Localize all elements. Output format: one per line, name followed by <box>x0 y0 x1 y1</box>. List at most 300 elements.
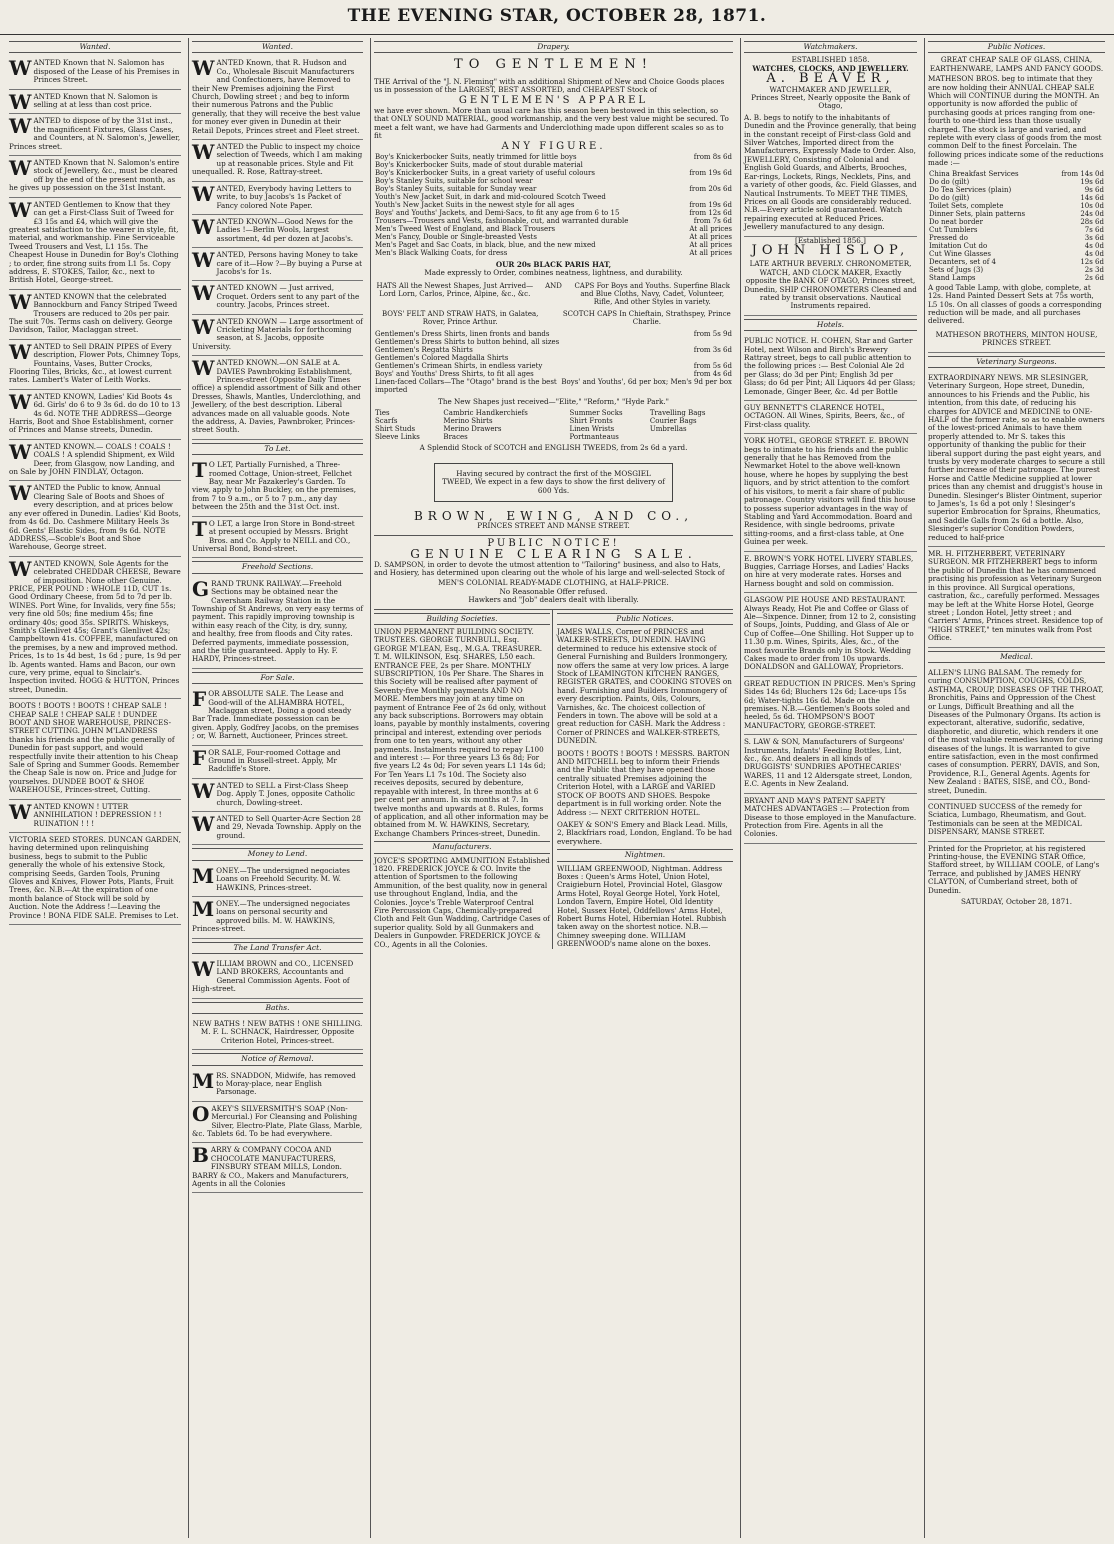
guy-ad: GUY BENNETT'S CLARENCE HOTEL, OCTAGON. All Wines, Spirits, Beers, &c., of First-class quality. <box>744 401 917 434</box>
ad-text: ANTED KNOWN ! UTTER ANNIHILATION ! DEPRESSION ! ! RUINATION ! ! ! <box>33 801 162 828</box>
ad <box>192 957 363 999</box>
ad-text: ANTED KNOWN that the celebrated Bannockburn and Fancy Striped Tweed Trousers are reduced to 20s per pair. The suit 70s. Terms cash on delivery. George Davidson, Tailor, Maclaggan street. <box>9 291 178 335</box>
price-cell: At all prices <box>689 225 732 234</box>
goods-cell: Linen Wrists <box>569 425 615 434</box>
price-cell: from 19s 6d <box>689 201 732 210</box>
table-row <box>374 249 733 257</box>
oakey-ad: OAKEY & SON'S Emery and Black Lead. Mills, 2, Blackfriars road, London, England. To be had everywhere. <box>557 819 732 846</box>
drop-cap: W <box>192 314 215 339</box>
price-cell: At all prices <box>689 233 732 242</box>
item-cell: Trousers—Trousers and Vests, fashionable, cut, and warranted durable <box>375 217 629 226</box>
item-cell: Do Tea Services (plain) <box>929 185 1012 194</box>
shapes-line: The New Shapes just received—"Elite," "Reform," "Hyde Park." <box>438 396 669 406</box>
column-2 <box>188 38 366 1538</box>
ads-list <box>192 864 363 939</box>
ad <box>9 481 181 556</box>
ad <box>192 577 363 669</box>
headline: TO GENTLEMEN! <box>454 57 653 73</box>
price-cell: 4s 0d <box>1084 249 1104 258</box>
column-4 <box>740 38 920 1538</box>
table-row <box>928 250 1105 258</box>
price-cell: from 14s 0d <box>1061 169 1104 178</box>
section-header: Manufacturers. <box>374 841 550 853</box>
ad-text: ANTED the Public to know, Annual Clearing Sale of Boots and Shoes of every description, and at prices below any ever offered in Dunedin. Ladies' Kid Boots, from 4s 6d. Do. Cashmere Military Heels 3s 6d. Gents' Elastic Sides, from 9s 6d. NOTE ADDRESS,—Scoble's Boot and Shoe Warehouse, George street. <box>9 483 181 552</box>
ad-text: ANTED KNOWN, Ladies' Kid Boots 4s 6d. Girls' do 6 to 9 3s 6d. do do 10 to 13 4s 6d. NOTE THE ADDRESS—George Harris, Boot and Shoe Establishment, corner of Princes and Manse streets, Dunedin. <box>9 391 181 435</box>
ad-text: ANTED Known that N. Salomon is selling at at less than cost price. <box>33 91 158 110</box>
ad-text: ANTED to SELL a First-Class Sheep Dog. Apply T. Jones, opposite Catholic church, Dowling-street. <box>216 780 355 807</box>
price-cell: 2s 6d <box>1084 273 1104 282</box>
public-notice: PUBLIC NOTICE! <box>487 537 620 549</box>
drop-cap: W <box>192 281 215 306</box>
drop-cap: W <box>9 799 32 824</box>
paris-hat-heading: OUR 20s BLACK PARIS HAT, <box>495 260 612 270</box>
price-cell: from 7s 6d <box>693 217 732 226</box>
item-cell: Decanters, set of 4 <box>929 257 996 266</box>
barton-ad: BOOTS ! BOOTS ! BOOTS ! MESSRS. BARTON AND MITCHELL beg to inform their Friends and the Public that they have opened those centrally situated Premises adjoining the Criterion Hotel, with a LARGE and VARIED STOCK OF BOOTS AND SHOES. Bespoke department is in full working order. Note the Address :— NEXT CRITERION HOTEL. <box>557 748 730 817</box>
beaver-sub: WATCHMAKER AND JEWELLER, <box>769 84 892 94</box>
section-header: Baths. <box>192 1002 363 1014</box>
item-cell: Youth's New Jacket Suits in the newest style for all ages <box>375 201 575 210</box>
table-row <box>374 185 733 193</box>
goods-cell: Ties <box>375 409 390 418</box>
table-row <box>928 194 1105 202</box>
item-cell: Men's Fancy, Double or Single-breasted Vests <box>375 233 537 242</box>
price-cell: from 3s 6d <box>693 345 732 354</box>
drop-cap: G <box>192 576 210 601</box>
table-row <box>374 153 733 161</box>
table-row <box>374 433 733 441</box>
item-cell: Dinner Sets, plain patterns <box>929 209 1026 218</box>
hislop-text: LATE ARTHUR BEVERLY. CHRONOMETER, WATCH, AND CLOCK MAKER, Exactly opposite the BANK OF OTAGO, Princes street, Dunedin, SHIP CHRONOMETERS Cleaned and rated by transit observations. Nautical Instruments repaired. <box>744 257 917 315</box>
ad <box>192 356 363 440</box>
drop-cap: O <box>192 1101 210 1126</box>
mosgiel-box: Having secured by contract the first of the MOSGIEL TWEED, We expect in a few days to show the first delivery of 600 Yds. <box>434 463 673 502</box>
item-cell: Stand Lamps <box>929 273 976 282</box>
item-cell: Cut Tumblers <box>929 225 978 234</box>
item-cell: Boy's Knickerbocker Suits, in a great variety of useful colours <box>375 169 595 178</box>
price-cell: 9s 6d <box>1084 185 1104 194</box>
ads-list <box>9 56 181 925</box>
ad <box>192 1102 363 1144</box>
table-row <box>374 425 733 433</box>
item-cell: Boy's Knickerbocker Suits, made of stout durable material <box>375 161 583 170</box>
item-cell: Boys' and Youths' Jackets, and Demi-Sacs, to fit any age from 6 to 15 <box>375 209 620 218</box>
item-cell: Boy's Stanley Suits, suitable for Sunday wear <box>375 185 537 194</box>
section-header: Nightmen. <box>557 849 733 861</box>
section-header: Freehold Sections. <box>192 561 363 573</box>
ad-text: O LET, Partially Furnished, a Three-roomed Cottage, Union-street, Fellchet Bay, near Mr Fazakerley's Garden. To view, apply to John Buckley, on the premises, from 7 to 9 a.m., or 5 to 7 p.m., any day between the 25th and the 31st Oct. inst. <box>192 460 356 512</box>
section-header: Hotels. <box>744 319 917 331</box>
price-cell: 7s 6d <box>1084 225 1104 234</box>
ad <box>192 746 363 779</box>
ad <box>192 864 363 897</box>
york-ad: YORK HOTEL, GEORGE STREET. E. BROWN begs to intimate to his friends and the public generally that he has Removed from the Newmarket Hotel to the above well-known house, where he hopes by supplying the best liquors, and by strict attention to the comfort of his visitors, to merit a fair share of public patronage. Country visitors will find this house to possess superior advantages in the way of Stabling and Yard Accommodation. Board and Residence, with single bedrooms, private sitting-rooms, and a first-class table, at One Guinea per week. <box>744 434 917 551</box>
item-cell: Boys' and Youths' Dress Shirts, to fit all ages <box>375 369 534 378</box>
price-cell: At all prices <box>689 241 732 250</box>
goods-cell: Shirt Studs <box>375 425 416 434</box>
beaver-address: Princes Street, Nearly opposite the Bank of Otago, <box>751 93 910 111</box>
ad <box>9 290 181 340</box>
drop-cap: W <box>9 389 32 414</box>
table-row <box>374 378 733 394</box>
table-row <box>928 242 1105 250</box>
goods-cell: Cambric Handkerchiefs <box>443 409 528 418</box>
hats-and: AND <box>545 281 562 290</box>
ad-text: ANTED KNOWN.—ON SALE at A. DAVIES Pawnbroking Establishment, Princes-street (Opposite Daily Times office) a splendid assortment of Silk and other Dresses, Shawls, Mantles, Underclothing, and Jewellery, of the best description. Liberal advances made on all valuable goods. Note the address, A. Davies, Pawnbroker, Princes-street South. <box>192 358 361 435</box>
table-row <box>374 217 733 225</box>
nightman-ad: WILLIAM GREENWOOD, Nightman. Address Boxes : Queen's Arms Hotel, Union Hotel, Craigieburn Hotel, Provincial Hotel, Glasgow Arms Hotel, Royal George Hotel, York Hotel, London Tavern, Empire Hotel, Old Identity Hotel, Sussex Hotel, Oddfellows' Arms Hotel, Robert Burns Hotel, Hibernian Hotel. Rubbish taken away on the shortest notice. N.B.—Chimney sweeping done. WILLIAM GREENWOOD's name alone on the boxes. <box>557 863 727 949</box>
drop-cap: W <box>9 556 32 581</box>
table-row <box>928 266 1105 274</box>
drop-cap: F <box>192 745 207 770</box>
item-cell: Imitation Cut do <box>929 241 988 250</box>
item-cell: Do do (gilt) <box>929 177 970 186</box>
ad-text: ANTED KNOWN, Sole Agents for the celebrated CHEDDAR CHEESE, Beware of imposition. None other Genuine. PRICE, PER POUND : WHOLE 11D, CUT 1s. Good Ordinary Cheese, from 5d to 7d per lb. WINES. Port Wine, for Invalids, very fine 55s; very fine old 50s; fine medium 45s; fine ordinary 40s; good 35s. SPIRITS. Whiskeys, Smith's Glenlivet 45s; Grant's Glenlivet 42s; Campbeltown 41s. COFFEE, manufactured on the premises, by a new and improved method. Prices, 1s to 1s 4d best, 1s 6d ; pure, 1s 9d per lb. Agents wanted. Hams and Bacon, our own cure, very prime, equal to Sinclair's. Inspection invited. HOGG & HUTTON, Princes street, Dunedin. <box>9 558 181 694</box>
ad <box>192 517 363 559</box>
ad <box>9 114 181 156</box>
table-row <box>928 178 1105 186</box>
felt-right: SCOTCH CAPS In Chieftain, Strathspey, Prince Charlie. <box>562 309 731 326</box>
section-header: To Let. <box>192 443 363 455</box>
drop-cap: W <box>192 956 215 981</box>
ad-text: ANTED KNOWN.— COALS ! COALS ! COALS ! A splendid Shipment, ex Wild Deer, from Glasgow, now Landing, and on Sale by JOHN FINDLAY, Octagon. <box>9 441 175 477</box>
price-cell: 10s 0d <box>1080 201 1104 210</box>
hats-right: CAPS For Boys and Youths. Superfine Black and Blue Cloths, Navy, Cadet, Volunteer, Rifle, And other Styles in variety. <box>574 281 730 306</box>
ad-text: O LET, a large Iron Store in Bond-street at present occupied by Messrs. Bright Bros. and Co. Apply to NEILL and CO., Universal Bond, Bond-street. <box>192 518 355 553</box>
imprint-date: SATURDAY, October 28, 1871. <box>960 897 1073 907</box>
ad-text: BOOTS ! BOOTS ! BOOTS ! CHEAP SALE ! CHEAP SALE ! CHEAP SALE ! DUNDEE BOOT AND SHOE WAREHOUSE, PRINCES-STREET CUTTING. JOHN M'LANDRESS thanks his friends and the public generally of Dunedin for past support, and would respectfully invite their attention to his Cheap Sale of Spring and Summer Goods. Remember the Cheap Sale is now on. Price and Judge for yourselves. DUNDEE BOOT & SHOE WAREHOUSE, Princes-street, Cutting. <box>9 701 180 795</box>
drop-cap: T <box>192 516 207 541</box>
item-cell: Sets of Jugs (3) <box>929 265 984 274</box>
any-figure-heading: ANY FIGURE. <box>501 140 606 152</box>
item-cell: China Breakfast Services <box>929 169 1019 178</box>
table-row <box>374 362 733 370</box>
price-cell: 3s 6d <box>1084 233 1104 242</box>
price-cell: 14s 6d <box>1080 193 1104 202</box>
table-row <box>928 218 1105 226</box>
section-header: The Land Transfer Act. <box>192 942 363 954</box>
hislop-name: JOHN HISLOP, <box>751 242 910 258</box>
drop-cap: W <box>192 214 215 239</box>
ad-text: ANTED KNOWN — Large assortment of Cricketing Materials for forthcoming season, at S. Jacobs, opposite University. <box>192 316 363 351</box>
section-header: Drapery. <box>374 41 733 53</box>
table-row <box>374 225 733 233</box>
table-row <box>374 193 733 201</box>
joyce-ad: JOYCE'S SPORTING AMMUNITION Established 1820. FREDERICK JOYCE & CO. Invite the attention of Sportsmen to the following Ammunition, of the best quality, now in general use throughout England, India, and the Colonies. Joyce's Treble Waterproof Central Fire Percussion Caps, Chemically-prepared Cloth and Felt Gun Wadding, Cartridge Cases of superior quality. Sold by all Gunmakers and Dealers in Gunpowder. FREDERICK JOYCE & CO., Agents in all the Colonies. <box>374 855 550 949</box>
ad <box>192 1017 363 1050</box>
clearing-note: No Reasonable Offer refused. <box>499 586 608 596</box>
goods-cell <box>649 433 733 441</box>
ad-text: OR ABSOLUTE SALE. The Lease and Good-will of the ALHAMBRA HOTEL, Maclaggan street, Doing a good steady Bar Trade. Immediate possession can be given. Apply, Godfrey Jacobs, on the premises ; or, W. Barnett, Auctioneer, Princes street. <box>192 689 359 741</box>
ad-text: ANTED to Sell DRAIN PIPES of Every description, Flower Pots, Chimney Tops, Fountains, Vases, Butter Crocks, Flooring Tiles, Bricks, &c., at lowest current rates. Lambert's Water of Leith Works. <box>9 341 181 385</box>
ad-text: ANTED KNOWN — Just arrived, Croquet. Orders sent to any part of the country. Jacobs, Princes street. <box>216 283 360 310</box>
table-row <box>374 169 733 177</box>
price-cell: At all prices <box>689 249 732 258</box>
price-cell <box>680 177 733 185</box>
ad <box>9 198 181 290</box>
ad-text: VICTORIA SEED STORES. DUNCAN GARDEN, having determined upon relinquishing business, begs to submit to the Public generally the whole of his extensive Stock, comprising Seeds, Garden Tools, Pruning Gloves and Knives, Flower Pots, Plants, Fruit Trees, &c. N.B.—At the expiration of one month balance of Stock will be sold by Auction. Note the Address !—Leaving the Province ! BONA FIDE SALE. Premises to Let. <box>9 834 181 920</box>
item-cell: Youth's New Jacket Suit, in dark and mid-coloured Scotch Tweed <box>375 193 606 202</box>
item-cell: Linen-faced Collars—The "Otago" brand is the best imported <box>375 377 557 394</box>
continued-ad: CONTINUED SUCCESS of the remedy for Sciatica, Lumbago, Rheumatism, and Gout. Testimonials can be seen at the MEDICAL DISPENSARY, MANSE STREET. <box>928 800 1105 842</box>
felt-left: BOYS' FELT AND STRAW HATS, in Galatea, Rover, Prince Arthur. <box>381 309 539 326</box>
goods-cell: Merino Drawers <box>443 425 502 434</box>
ad-text: ANTED, Everybody having Letters to write, to buy Jacobs's 1s Packet of Fancy colored Note Paper. <box>216 183 352 210</box>
goods-cell: Courier Bags <box>649 417 697 426</box>
ad <box>192 1069 363 1102</box>
matheson-signature: MATHESON BROTHERS, MINTON HOUSE, PRINCES STREET. <box>928 328 1105 353</box>
ad-text: AKEY'S SILVERSMITH'S SOAP (Non-Mercurial.) For Cleansing and Polishing Silver, Electro-Plate, Plate Glass, Marble, &c. Tablets 6d. To be had everywhere. <box>192 1103 363 1139</box>
section-header: Wanted. <box>192 41 363 53</box>
table-row <box>928 258 1105 266</box>
firm-name: BROWN, EWING, AND CO., <box>413 508 694 523</box>
goods-cell: Umbrellas <box>649 425 687 434</box>
price-cell: from 20s 6d <box>689 185 732 194</box>
imprint: Printed for the Proprietor, at his registered Printing-house, the EVENING STAR Office, Stafford street, by WILLIAM COOLE, of Lang's Terrace, and published by JAMES HENRY CLAYTON, of Cumberland street, both of Dunedin. <box>928 843 1100 895</box>
price-table <box>928 170 1105 282</box>
ad-text: NEW BATHS ! NEW BATHS ! ONE SHILLING. M. F. L. SCHNACK, Hairdresser, Opposite Criterion Hotel, Princes-street. <box>192 1018 363 1045</box>
clearing-item: MEN'S COLONIAL READY-MADE CLOTHING, at HALF-PRICE. <box>438 578 669 588</box>
goods-cell: Shirt Fronts <box>569 417 613 426</box>
table-row <box>374 209 733 217</box>
masthead-rule <box>0 34 1114 35</box>
drop-cap: W <box>192 356 215 381</box>
beaver-text: A. B. begs to notify to the inhabitants of Dunedin and the Province generally, that being in the constant receipt of First-class Gold and Silver Watches, Imported direct from the Manufacturers, Expressly Made to Order. Also, JEWELLERY, Consisting of Colonial and English Gold Guards, and Alberts, Brooches, Ear-rings, Lockets, Rings, Necklets, Pins, and a variety of other goods, &c. Field Glasses, and Nautical Instruments. To MEET THE TIMES, Prices on all Goods are considerably reduced. N.B.—Every article sold guaranteed. Watch repairing executed at Reduced Prices. Jewellery manufactured to any design. <box>744 111 917 237</box>
section-header: Notice of Removal. <box>192 1053 363 1065</box>
item-cell: Gentlemen's Colored Magdalla Shirts <box>375 353 509 362</box>
ads-list <box>192 458 363 558</box>
price-cell <box>560 354 733 362</box>
ad-text: ARRY & COMPANY COCOA AND CHOCOLATE MANUFACTURERS, FINSBURY STEAM MILLS, London. BARRY & CO., Makers and Manufacturers, Agents in all the Colonies <box>192 1145 349 1189</box>
item-cell: Do do (gilt) <box>929 193 970 202</box>
matheson-text: MATHESON BROS. beg to intimate that they are now holding their ANNUAL CHEAP SALE Which will CONTINUE during the MONTH. An opportunity is now afforded the public of purchasing goods at prices ranging from one-fourth to one-third less than those usually charged. The stock is large and varied, and replete with every class of goods from the most common Delf to the finest Porcelain. The following prices indicate some of the reductions made :— <box>928 74 1104 168</box>
ad <box>192 182 363 215</box>
table-row <box>928 202 1105 210</box>
ads-list <box>192 56 363 439</box>
price-cell: from 19s 6d <box>689 169 732 178</box>
price-cell: from 5s 6d <box>693 361 732 370</box>
item-cell: Men's Black Walking Coats, for dress <box>375 249 508 258</box>
ad <box>192 215 363 248</box>
price-cell <box>560 338 733 346</box>
drop-cap: M <box>192 896 215 921</box>
goods-cell: Travelling Bags <box>649 409 706 418</box>
price-table <box>374 330 733 394</box>
goods-cell: Merino Shirts <box>443 417 493 426</box>
price-cell: Boys' and Youths', 6d per box; Men's 9d per box <box>561 377 732 386</box>
intro-text: THE Arrival of the "J. N. Fleming" with an additional Shipment of New and Choice Goods places us in possession of the LARGEST, BEST ASSORTED, and CHEAPEST Stock of <box>374 76 725 95</box>
table-row <box>374 161 733 169</box>
section-header: Medical. <box>928 651 1105 663</box>
item-cell: Toilet Sets, complete <box>929 201 1004 210</box>
ad <box>192 248 363 281</box>
price-cell: from 4s 6d <box>693 369 732 378</box>
ad-text: ANTED to dispose of by the 31st inst., the magnificent Fixtures, Glass Cases, and Counters, at N. Salomon's, Jeweller, Princes street. <box>9 116 181 151</box>
drop-cap: W <box>192 56 215 81</box>
table-row <box>928 170 1105 178</box>
drop-cap: W <box>9 114 32 139</box>
drop-cap: W <box>9 156 32 181</box>
goods-cell: Scarfs <box>375 417 398 426</box>
drop-cap: M <box>192 863 215 888</box>
ad-text: ANTED Known that N. Salomon's entire stock of Jewellery, &c., must be cleared off by the end of the present month, as he gives up possession on the 31st Instant. <box>9 158 180 193</box>
section-header: Building Societies. <box>374 613 550 625</box>
drop-cap: W <box>9 339 32 364</box>
china-heading: GREAT CHEAP SALE OF GLASS, CHINA, EARTHENWARE, LAMPS AND FANCY GOODS. <box>929 55 1104 73</box>
table-row <box>928 234 1105 242</box>
ad <box>192 56 363 140</box>
goods-cell: Portmanteaus <box>569 433 619 442</box>
table-row <box>928 210 1105 218</box>
item-cell: Pressed do <box>929 233 968 242</box>
table-row <box>374 346 733 354</box>
glasgow-ad: GLASGOW PIE HOUSE AND RESTAURANT. Always Ready, Hot Pie and Coffee or Glass of Ale—Sixpence. Dinner, from 12 to 2, consisting of Soups, Joints, Pudding, and Glass of Ale or Cup of Coffee—One Shilling. Hot Supper up to 11.30 p.m. Wines, Spirits, Ales, &c., of the most favourite Brands only in Stock. Wedding Cakes made to order from 10s upwards. DONALDSON and GALLOWAY, Proprietors. <box>744 593 917 677</box>
goods-cell: Braces <box>443 433 468 442</box>
established: ESTABLISHED 1858. <box>791 55 870 65</box>
ad <box>9 557 181 700</box>
drop-cap: W <box>192 778 215 803</box>
ad-text: ANTED Known that N. Salomon has disposed of the Lease of his Premises in Princes Street. <box>33 58 180 85</box>
ad <box>9 800 181 833</box>
ad-text: RAND TRUNK RAILWAY.—Freehold Sections may be obtained near the Caversham Railway Station in the Township of St Andrews, on very easy terms of payment. This rapidly improving township is within easy reach of the City, is dry, sunny, and healthy, free from floods and City rates. Deferred payments, immediate possession, and the title guaranteed. Apply to Hy. F. HARDY, Princes-street. <box>192 578 363 664</box>
drop-cap: F <box>192 687 207 712</box>
ad-text: ANTED to Sell Quarter-Acre Section 28 and 29, Nevada Township. Apply on the ground. <box>216 814 362 840</box>
ad-text: ILLIAM BROWN and CO., LICENSED LAND BROKERS, Accountants and General Commission Agents. Foot of High-street. <box>192 958 354 994</box>
goods-cell: Sleeve Links <box>375 433 420 442</box>
ad-text: ANTED Gentlemen to Know that they can get a First-Class Suit of Tweed for £3 15s and £4, which will give the greatest satisfaction to the wearer in style, fit, material, and workmanship. Fine Serviceable Tweed Trousers and Vest, L1 15s. The Cheapest House in Dunedin for Boy's Clothing ; to order, fine strong suits from L1 5s. Copy address, E. STOKES, Tailor, &c., next to British Hotel, George-street. <box>9 199 179 285</box>
table-row <box>374 330 733 338</box>
ad <box>192 281 363 314</box>
apparel-heading: GENTLEMEN'S APPAREL <box>458 94 649 106</box>
column-5 <box>924 38 1108 1538</box>
table-row <box>374 201 733 209</box>
table-row <box>374 177 733 185</box>
ad <box>192 812 363 845</box>
drop-cap: W <box>192 140 215 165</box>
ad <box>192 779 363 812</box>
ad-text: ANTED KNOWN—Good News for the Ladies !—Berlin Wools, largest assortment, 4d per dozen at Jacobs's. <box>216 216 354 243</box>
table-row <box>928 226 1105 234</box>
ad-text: OR SALE, Four-roomed Cottage and Ground in Russell-street. Apply, Mr Radcliffe's Store. <box>208 747 341 774</box>
ad <box>192 897 363 939</box>
section-header: Wanted. <box>9 41 181 53</box>
fitzherbert-ad: MR. H. FITZHERBERT, VETERINARY SURGEON. MR FITZHERBERT begs to inform the public of Dunedin that he has commenced practising his profession as Veterinary Surgeon in this province. All Surgical operations, castration, &c., carefully performed. Messages may be left at the White Horse Hotel, George street ; London Hotel, Jetty street ; and Carriers' Arms, Princes street. Residence top of "HIGH STREET," ten minutes walk from Post Office. <box>928 547 1105 647</box>
ad <box>9 390 181 440</box>
stables-ad: E. BROWN'S YORK HOTEL LIVERY STABLES, Buggies, Carriage Horses, and Ladies' Hacks on hire at very moderate rates. Horses and Harness bought and sold on commission. <box>744 552 917 594</box>
intro-text-2: we have ever shown. More than usual care has this season been bestowed in this selection, so that ONLY SOUND MATERIAL, good workmanship, and the very best value might be secured. To meet a felt want, we have had Garments and Underclothing made upon different scales so as to fit <box>374 106 729 141</box>
lamp-text: A good Table Lamp, with globe, complete, at 12s. Hand Painted Dessert Sets at 75s worth, L5 10s. On all classes of goods a corresponding reduction will be made, and all purchases delivered. <box>928 282 1102 326</box>
table-row <box>374 409 733 417</box>
ad <box>9 833 181 925</box>
clearing-note-2: Hawkers and "Job" dealers dealt with liberally. <box>468 595 639 605</box>
item-cell: Boy's Stanley Suits, suitable for school wear <box>375 177 533 186</box>
slaw-ad: S. LAW & SON, Manufacturers of Surgeons' Instruments, Infants' Feeding Bottles, Lint, &c., &c. And dealers in all kinds of DRUGGISTS' SUNDRIES APOTHECARIES' WARES, 11 and 12 Aldersgate street, London, E.C. Agents in New Zealand. <box>744 735 917 793</box>
ad <box>192 687 363 745</box>
slesinger-ad: EXTRAORDINARY NEWS. MR SLESINGER, Veterinary Surgeon, Hope street, Dunedin, announces to his Friends and the Public, his intention, from this date, of reducing his charges for ADVICE and MEDICINE to ONE-HALF of the former rate, so as to enable owners of the lowest-priced Animals to have them properly attended to. Mr S. takes this opportunity of thanking the public for their liberal support during the past eight years, and trusts by very moderate charges to secure a still further increase of their patronage. The purest Horse and Cattle Medicine supplied at lower prices than any chemist and druggist's house in Dunedin. Slesinger's Blister Ointment, superior to James's, 1s 6d a pot only ! Slesinger's superior Embrocation for Sprains, Rheumatics, and Saddle Galls from 2s 6d a bottle. Also, Slesinger's superior Condition Powders, reduced to half-price <box>928 371 1105 547</box>
ad <box>192 1143 363 1193</box>
drop-cap: W <box>9 289 32 314</box>
ad-text: ANTED Known, that R. Hudson and Co., Wholesale Biscuit Manufacturers and Confectioners, have Removed to their New Premises adjoining the First Church, Dowling street ; and beg to inform their numerous Patrons and the Public generally, that they will receive the best value for money ever given in Dunedin at their Retail Depots, Princes street and Fleet street. <box>192 58 361 135</box>
price-cell: from 5s 9d <box>693 329 732 338</box>
price-table <box>374 153 733 257</box>
ad-text: RS. SNADDON, Midwife, has removed to Moray-place, near English Parsonage. <box>216 1070 356 1097</box>
table-row <box>374 417 733 425</box>
price-cell: 19s 6d <box>1080 177 1104 186</box>
ad <box>9 699 181 799</box>
table-row <box>374 370 733 378</box>
price-cell: 24s 0d <box>1080 209 1104 218</box>
ad <box>9 56 181 89</box>
drop-cap: M <box>192 1068 215 1093</box>
section-header: Public Notices. <box>557 613 733 625</box>
price-cell: from 8s 6d <box>693 153 732 162</box>
drop-cap: W <box>192 812 215 837</box>
clearing-text: D. SAMPSON, in order to devote the utmost attention to "Tailoring" business, and also to Hats, and Hosiery, has determined upon clearing out the whole of his large and well-selected Stock of <box>374 559 725 577</box>
masthead: THE EVENING STAR, OCTOBER 28, 1871. <box>347 6 767 26</box>
reduction-ad: GREAT REDUCTION IN PRICES. Men's Spring Sides 14s 6d; Bluchers 12s 6d; Lace-ups 15s 6d; Water-tights 16s 6d. Made on the premises. N.B.—Gentlemen's Boots soled and heeled, 5s 6d. THOMPSON'S BOOT MANUFACTORY, GEORGE-STREET. <box>744 677 917 735</box>
ad <box>192 140 363 182</box>
item-cell: Gentlemen's Crimean Shirts, in endless variety <box>375 361 543 370</box>
established-2: [Established 1856.] <box>795 235 866 245</box>
paris-hat-sub: Made expressly to Order, combines neatness, lightness, and durability. <box>424 268 683 278</box>
item-cell: Gentlemen's Regatta Shirts <box>375 345 473 354</box>
price-cell: 4s 0d <box>1084 241 1104 250</box>
price-cell: 28s 6d <box>1080 217 1104 226</box>
ad <box>9 340 181 390</box>
watches-heading: WATCHES, CLOCKS, AND JEWELLERY. <box>752 63 909 73</box>
table-row <box>928 186 1105 194</box>
drop-cap: W <box>9 439 32 464</box>
ad <box>9 156 181 198</box>
item-cell: Cut Wine Glasses <box>929 249 992 258</box>
price-cell: 12s 6d <box>1080 257 1104 266</box>
ad-text: ANTED the Public to inspect my choice selection of Tweeds, which I am making up at reasonable prices. Style and Fit unequalled. R. Rose, Rattray-street. <box>192 142 363 177</box>
walls-ad: JAMES WALLS, Corner of PRINCES and WALKER-STREETS, DUNEDIN. HAVING determined to reduce his extensive stock of General Furnishing and Builders Ironmongery, now offers the same at very low prices. A large Stock of LEAMINGTON KITCHEN RANGES, REGISTER GRATES, and COOKING STOVES on hand. Furnishing and Builders Ironmongery of every description. Paints, Oils, Colours, Varnishes, &c. The choicest collection of Fenders in town. The above will be sold at a great reduction for CASH. Mark the Address : Corner of PRINCES and WALKER-STREETS, DUNEDIN. <box>557 626 732 746</box>
drop-cap: T <box>192 458 207 483</box>
drop-cap: W <box>9 197 32 222</box>
ad-text: ONEY.—The undersigned negociates Loans on Freehold Security. M. W. HAWKINS, Princes-street. <box>216 865 350 892</box>
ad <box>192 458 363 516</box>
drop-cap: W <box>192 248 215 273</box>
firm-address: PRINCES STREET AND MANSE STREET. <box>477 521 630 531</box>
table-row <box>374 338 733 346</box>
column-1 <box>6 38 184 1538</box>
drop-cap: W <box>192 181 215 206</box>
price-cell: from 12s 6d <box>689 209 732 218</box>
ad <box>9 440 181 482</box>
item-cell: Do neat border <box>929 217 983 226</box>
allen-ad: ALLEN'S LUNG BALSAM. The remedy for curing CONSUMPTION, COUGHS, COLDS, ASTHMA, CROUP, DISEASES OF THE THROAT, Bronchitis, Pains and Oppression of the Chest or Lungs, Difficult Breathing and all the Diseases of the Pulmonary Organs. Its action is expectorant, alterative, sudorific, sedative, diaphoretic, and diuretic, which renders it one of the most valuable remedies known for curing diseases of the lungs. It is warranted to give entire satisfaction, even in the most confirmed cases of consumption. PERRY, DAVIS, and Son, Providence, R.I., General Agents. Agents for New Zealand : BATES, SISE, and CO., Bond-street, Dunedin. <box>928 666 1105 800</box>
price-cell <box>680 161 733 169</box>
drop-cap: B <box>192 1143 209 1168</box>
goods-table <box>374 409 733 441</box>
ad <box>9 90 181 115</box>
building-society: UNION PERMANENT BUILDING SOCIETY. TRUSTEES. GEORGE TURNBULL, Esq. GEORGE M'LEAN, Esq., M.G.A. TREASURER. T. M. WILKINSON, Esq. SHARES, L50 each. ENTRANCE FEE, 2s per Share. MONTHLY SUBSCRIPTION, 10s Per Share. The Shares in this Society will be realised after payment of Seventy-five Monthly payments AND NO MORE. Members may join at any time on payment of Entrance Fee of 2s 6d only, without any back subscriptions. Borrowers may obtain loans, payable by monthly instalments, covering principal and interest, extending over periods from one to ten years, without any other payments. Instalments required to repay L100 and interest :— For three years L3 6s 8d; For five years L2 4s 0d; For seven years L1 14s 6d; For Ten Years L1 7s 10d. The Society also receives deposits, secured by debenture, repayable with interest, In three months at 6 per cent per annum. In six months at 7. In twelve months and upwards at 8. Rules, forms of application, and all other information may be obtained from M. W. HAWKINS, Secretary, Exchange Chambers Princes-street, Dunedin. <box>374 626 550 838</box>
item-cell: Men's Tweed West of England, and Black Trousers <box>375 225 556 234</box>
cohen-ad: PUBLIC NOTICE. H. COHEN, Star and Garter Hotel, next Wilson and Birch's Brewery Rattray street, begs to call public attention to the following prices :— Best Colonial Ale 2d per Glass; do 3d per Pint; English 3d per Glass; do 6d per Pint; All Liquors 4d per Glass; Lemonade, Ginger Beer, &c. 4d per Bottle <box>744 334 917 401</box>
ads-list <box>192 687 363 845</box>
ad <box>192 315 363 357</box>
hats-left: HATS All the Newest Shapes, Just Arrived— Lord Lorn, Carlos, Prince, Alpine, &c., &c. <box>376 281 534 298</box>
ad-text: ONEY.—The undersigned negociates loans on personal security and approved bills. M. W. HAWKINS, Princes-street. <box>192 898 350 934</box>
beaver-name: A. BEAVER, <box>766 71 895 87</box>
section-header: Watchmakers. <box>744 41 917 53</box>
section-header: Public Notices. <box>928 41 1105 53</box>
drop-cap: W <box>9 481 32 506</box>
item-cell: Men's Paget and Sac Coats, in black, blue, and the new mixed <box>375 241 596 250</box>
item-cell: Gentlemen's Dress Shirts, linen fronts and bands <box>375 329 550 338</box>
clearing-heading: GENUINE CLEARING SALE. <box>410 547 697 562</box>
